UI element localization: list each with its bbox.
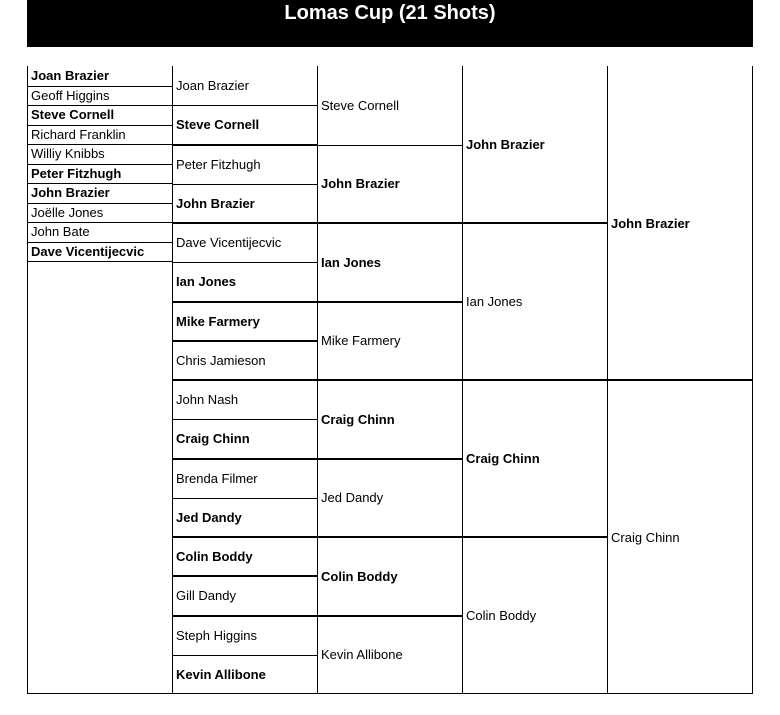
first-round-player: Steve Cornell xyxy=(31,107,115,123)
first-round-divider xyxy=(28,261,173,262)
bracket-bottom-border xyxy=(27,693,753,694)
final-column xyxy=(607,66,753,694)
first-round-player: Peter Fitzhugh xyxy=(31,165,122,181)
quarter-finals-player: Mike Farmery xyxy=(321,333,401,349)
header-first-round: First Round xyxy=(30,49,109,65)
first-round-player: Joëlle Jones xyxy=(31,204,104,220)
second-round-player: Joan Brazier xyxy=(176,78,249,94)
second-round-player: Peter Fitzhugh xyxy=(176,156,261,172)
quarter-finals-player: Craig Chinn xyxy=(321,411,395,427)
second-round-player: Brenda Filmer xyxy=(176,470,258,486)
first-round-player: John Bate xyxy=(31,224,90,240)
second-round-player: Steve Cornell xyxy=(176,117,260,133)
bracket-right-border xyxy=(752,66,753,694)
semi-finals-player: Ian Jones xyxy=(466,294,523,309)
second-round-player: Chris Jamieson xyxy=(176,352,266,368)
second-round-column xyxy=(172,66,318,694)
semi-finals-player: John Brazier xyxy=(466,137,545,152)
first-round-player: Dave Vicentijecvic xyxy=(31,243,145,259)
first-round-player: John Brazier xyxy=(31,185,110,201)
second-round-player: Mike Farmery xyxy=(176,313,260,329)
second-round-player: Colin Boddy xyxy=(176,549,253,565)
final-player: Craig Chinn xyxy=(611,529,680,545)
header-semi-finals: Semi Finals xyxy=(465,49,543,65)
quarter-finals-player: Ian Jones xyxy=(321,254,381,270)
quarter-finals-player: Kevin Allibone xyxy=(321,647,403,663)
bracket-title: Lomas Cup (21 Shots) xyxy=(284,2,496,24)
second-round-player: Kevin Allibone xyxy=(176,666,266,682)
second-round-player: Dave Vicentijecvic xyxy=(176,235,282,251)
second-round-player: John Nash xyxy=(176,392,239,408)
second-round-player: Steph Higgins xyxy=(176,627,257,643)
semi-finals-column xyxy=(462,66,608,694)
second-round-player: Jed Dandy xyxy=(176,509,242,525)
second-round-player: John Brazier xyxy=(176,195,255,211)
second-round-player: Gill Dandy xyxy=(176,588,236,604)
quarter-finals-player: Steve Cornell xyxy=(321,97,400,113)
second-round-player: Craig Chinn xyxy=(176,431,250,447)
first-round-player: Richard Franklin xyxy=(31,126,126,142)
header-quarter-finals: Quarter Finals xyxy=(320,49,415,65)
first-round-player: Geoff Higgins xyxy=(31,87,110,103)
final-player: John Brazier xyxy=(611,215,690,231)
semi-finals-player: Colin Boddy xyxy=(466,608,537,623)
header-second-round: Second Round xyxy=(175,49,274,65)
quarter-finals-player: Colin Boddy xyxy=(321,568,398,584)
quarter-finals-player: Jed Dandy xyxy=(321,490,384,506)
second-round-player: Ian Jones xyxy=(176,274,236,290)
quarter-finals-player: John Brazier xyxy=(321,176,400,192)
header-final: Final xyxy=(610,49,643,65)
first-round-player: Joan Brazier xyxy=(31,68,110,84)
first-round-player: Williy Knibbs xyxy=(31,146,105,162)
first-round-column xyxy=(27,66,173,694)
tournament-bracket xyxy=(27,0,753,695)
semi-finals-player: Craig Chinn xyxy=(466,451,540,466)
quarter-finals-column xyxy=(317,66,463,694)
